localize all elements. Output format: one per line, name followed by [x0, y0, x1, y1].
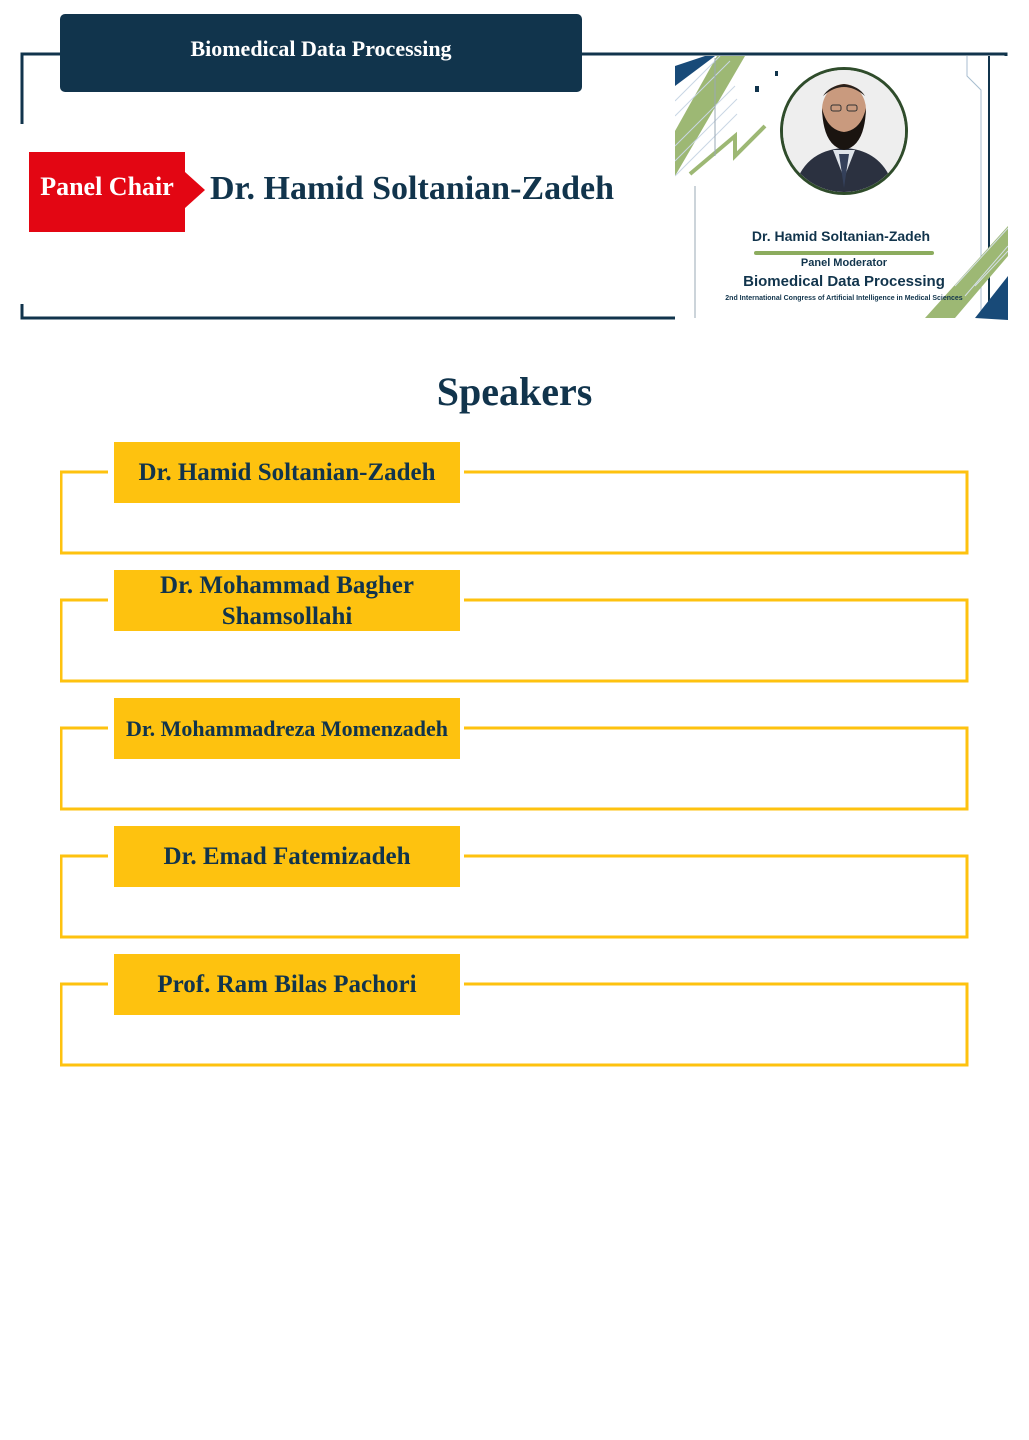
panel-chair-name: Dr. Hamid Soltanian-Zadeh	[210, 170, 614, 207]
speaker-row	[60, 826, 969, 951]
card-role: Panel Moderator	[800, 257, 888, 269]
card-name: Dr. Hamid Soltanian-Zadeh	[751, 228, 931, 244]
speaker-name: Prof. Ram Bilas Pachori	[114, 954, 460, 1015]
card-topic: Biomedical Data Processing	[743, 273, 945, 290]
moderator-portrait	[780, 67, 908, 195]
speakers-heading: Speakers	[436, 369, 593, 414]
panel-chair-arrow	[185, 172, 205, 208]
panel-title: Biomedical Data Processing	[60, 14, 582, 92]
panel-chair-badge: Panel Chair	[29, 152, 185, 232]
speaker-name: Dr. Hamid Soltanian-Zadeh	[114, 442, 460, 503]
speaker-name: Dr. Mohammadreza Momenzadeh	[114, 698, 460, 759]
speaker-row	[60, 954, 969, 1079]
speaker-row	[60, 698, 969, 823]
card-divider	[754, 251, 934, 255]
card-congress: 2nd International Congress of Artificial Intelligence in Medical Sciences	[725, 295, 963, 302]
speaker-row	[60, 442, 969, 567]
speaker-name: Dr. Emad Fatemizadeh	[114, 826, 460, 887]
speaker-name: Dr. Mohammad Bagher Shamsollahi	[114, 570, 460, 631]
speaker-row	[60, 570, 969, 695]
